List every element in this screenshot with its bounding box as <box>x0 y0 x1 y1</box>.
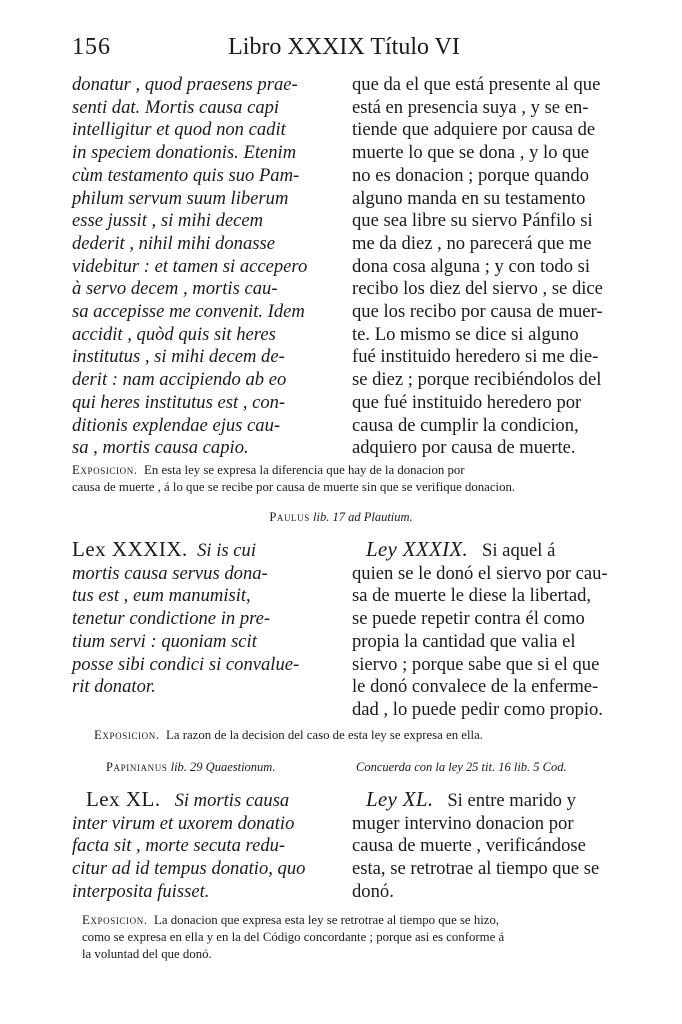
spanish-line: que sea libre su siervo Pánfilo si <box>352 210 593 232</box>
spanish-line: muerte lo que se dona , y lo que <box>352 142 590 164</box>
latin-line: sa , mortis causa capio. <box>72 437 249 459</box>
exposition-text: como se expresa en ella y en la del Código concordante ; porque asi es conforme á <box>82 930 505 944</box>
spanish-line: esta, se retrotrae al tiempo que se <box>352 858 600 880</box>
spanish-line: se diez ; porque recibiéndolos del <box>352 369 602 391</box>
exposition-text: la voluntad del que donó. <box>82 947 212 961</box>
spanish-line: siervo ; porque sabe que si el que <box>352 653 600 675</box>
latin-column-3 <box>72 788 340 904</box>
spanish-line: propia la cantidad que valia el <box>352 630 576 652</box>
exposition-text: En esta ley se expresa la diferencia que hay de la donacion por <box>144 463 465 477</box>
spanish-line: causa de cumplir la condicion, <box>352 414 579 436</box>
running-title: Libro XXXIX Título VI <box>228 34 460 60</box>
latin-line: donatur , quod praesens prae- <box>72 74 298 95</box>
spanish-column-2 <box>352 538 618 722</box>
latin-line: qui heres institutus est , con- <box>72 391 286 413</box>
spanish-line: quien se le donó el siervo por cau- <box>352 562 608 584</box>
latin-line: tium servi : quoniam scit <box>72 630 257 652</box>
exposition-3 <box>82 912 620 963</box>
citation-paulus <box>0 510 682 525</box>
latin-line: cùm testamento quis suo Pam- <box>72 164 300 186</box>
latin-line: derit : nam accipiendo ab eo <box>72 369 287 391</box>
exposition-label: Exposicion. <box>94 728 160 742</box>
latin-line: dederit , nihil mihi donasse <box>72 232 275 254</box>
exposition-label: Exposicion. <box>82 913 148 927</box>
latin-line: à servo decem , mortis cau- <box>72 278 278 300</box>
latin-line: institutus , si mihi decem de- <box>72 346 285 368</box>
spanish-line: adquiero por causa de muerte. <box>352 437 576 459</box>
spanish-line: no es donacion ; porque quando <box>352 164 590 186</box>
citation-author: Paulus <box>269 510 310 524</box>
latin-column-2 <box>72 538 340 699</box>
law-heading-latin: Lex XL. <box>85 787 161 811</box>
latin-line: philum servum suum liberum <box>72 187 289 209</box>
spanish-line: me da diez , no parecerá que me <box>352 232 592 254</box>
exposition-label: Exposicion. <box>72 463 138 477</box>
spanish-line: fué instituido heredero si me die- <box>352 346 599 368</box>
latin-line: sa accepisse me convenit. Idem <box>72 301 305 323</box>
latin-line: accidit , quòd quis sit heres <box>72 323 276 345</box>
citation-author: Papinianus <box>106 760 168 774</box>
law-heading-spanish: Ley XL. <box>365 787 434 811</box>
spanish-line: causa de muerte , verificándose <box>352 835 586 857</box>
page-number: 156 <box>72 34 111 60</box>
latin-line: rit donator. <box>72 676 156 698</box>
spanish-column-1 <box>352 74 618 460</box>
latin-line: senti dat. Mortis causa capi <box>72 96 280 118</box>
latin-line: esse jussit , si mihi decem <box>72 210 264 232</box>
citation-papinianus <box>106 760 275 775</box>
latin-line: in speciem donationis. Etenim <box>72 142 297 164</box>
spanish-line: tiende que adquiere por causa de <box>352 119 596 141</box>
spanish-line: Si entre marido y <box>447 790 576 811</box>
spanish-line: que da el que está presente al que <box>352 74 601 95</box>
latin-column-1 <box>72 74 340 460</box>
spanish-line: muger intervino donacion por <box>352 812 574 834</box>
spanish-line: sa de muerte le diese la libertad, <box>352 585 592 607</box>
spanish-line: que los recibo por causa de muer- <box>352 301 603 323</box>
exposition-text: La donacion que expresa esta ley se retrotrae al tiempo que se hizo, <box>154 913 500 927</box>
spanish-line: donó. <box>352 880 394 902</box>
citation-source: lib. 29 Quaestionum. <box>170 760 276 774</box>
spanish-line: te. Lo mismo se dice si alguno <box>352 323 579 345</box>
latin-line: mortis causa servus dona- <box>72 562 268 584</box>
citation-source: lib. 17 ad Plautium. <box>313 510 413 524</box>
spanish-line: está en presencia suya , y se en- <box>352 96 589 118</box>
spanish-line: dad , lo puede pedir como propio. <box>352 698 603 720</box>
latin-line: tus est , eum manumisit, <box>72 585 251 607</box>
spanish-line: se puede repetir contra él como <box>352 608 585 630</box>
latin-line: videbitur : et tamen si accepero <box>72 255 308 277</box>
spanish-line: Si aquel á <box>482 540 556 561</box>
spanish-column-3 <box>352 788 618 904</box>
latin-line: posse sibi condici si convalue- <box>72 653 300 675</box>
latin-line: inter virum et uxorem donatio <box>72 812 295 834</box>
exposition-2 <box>94 727 620 744</box>
latin-line: Si mortis causa <box>174 790 290 811</box>
latin-line: citur ad id tempus donatio, quo <box>72 858 306 880</box>
spanish-line: le donó convalece de la enferme- <box>352 676 599 698</box>
exposition-text: La razon de la decision del caso de esta ley se expresa en ella. <box>166 728 483 742</box>
spanish-line: alguno manda en su testamento <box>352 187 586 209</box>
spanish-line: recibo los diez del siervo , se dice <box>352 278 603 300</box>
concordance-note: Concuerda con la ley 25 tit. 16 lib. 5 Cod. <box>356 760 567 774</box>
latin-line: facta sit , morte secuta redu- <box>72 835 286 857</box>
law-heading-latin: Lex XXXIX. <box>72 537 188 561</box>
latin-line: interposita fuisset. <box>72 880 210 902</box>
page-header <box>72 34 616 68</box>
spanish-line: dona cosa alguna ; y con todo si <box>352 255 591 277</box>
latin-line: tenetur condictione in pre- <box>72 608 271 630</box>
law-heading-spanish: Ley XXXIX. <box>365 537 469 561</box>
latin-line: ditionis explendae ejus cau- <box>72 414 281 436</box>
latin-line: intelligitur et quod non cadit <box>72 119 286 141</box>
exposition-1 <box>72 462 620 496</box>
spanish-line: que fué instituido heredero por <box>352 391 582 413</box>
exposition-text: causa de muerte , á lo que se recibe por causa de muerte sin que se verifique donacion. <box>72 480 516 494</box>
latin-line: Si is cui <box>197 540 256 561</box>
